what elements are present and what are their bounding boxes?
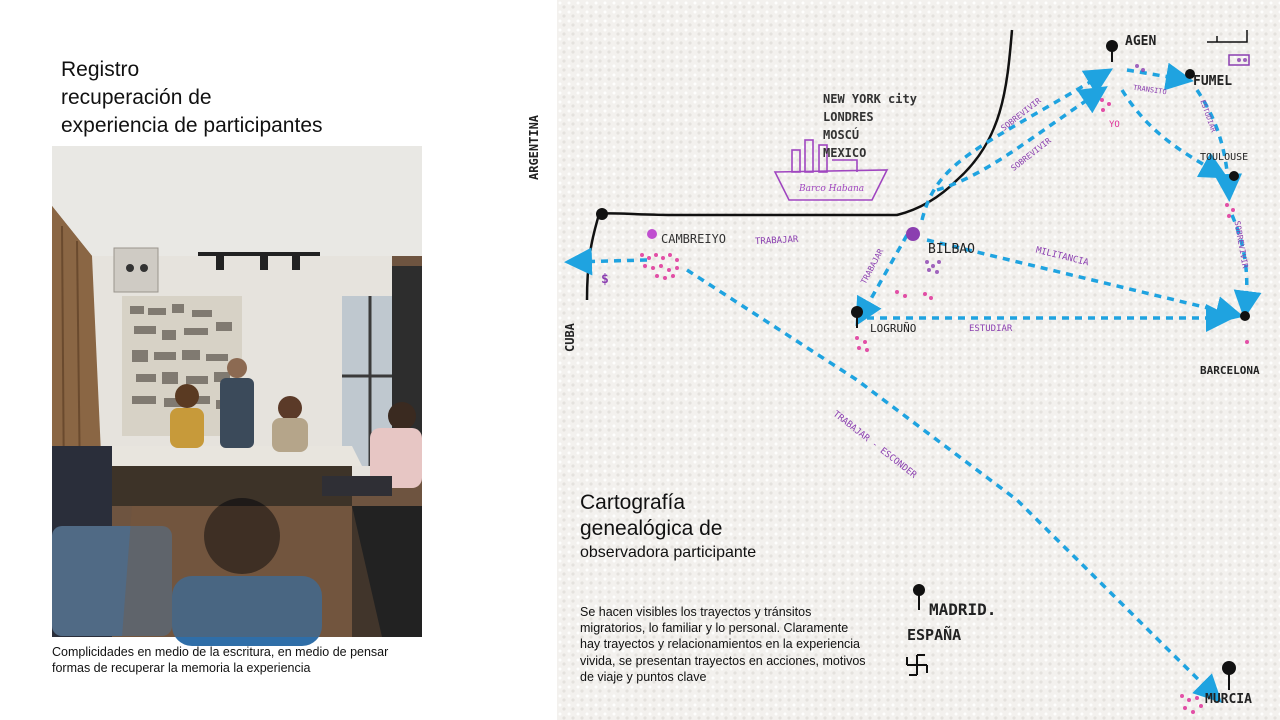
route-cambreiyo-cuba	[571, 260, 647, 262]
city-new-york: NEW YORK city	[823, 92, 917, 106]
toulouse-pin	[1229, 171, 1239, 181]
left-title-line-2: recuperación de	[61, 86, 212, 109]
workshop-photo-illustration	[52, 146, 422, 637]
label-argentina	[527, 115, 541, 180]
route-label-estudiar: ESTUDIAR	[969, 324, 1013, 334]
route-label-sobrevivir-1: SOBREVIVIR	[999, 96, 1043, 133]
label-ship: Barco Habana	[799, 184, 865, 194]
barcelona-pin	[1240, 311, 1250, 321]
label-cuba-text: CUBA	[563, 323, 577, 352]
right-title	[580, 490, 880, 564]
label-espana: ESPAÑA	[907, 626, 962, 644]
right-title-line-1: Cartografía	[580, 491, 686, 514]
route-label-trabajar-side: TRABAJAR	[859, 247, 886, 286]
route-label-militancia: MILITANCIA	[1034, 245, 1090, 269]
label-yo: YO	[1109, 120, 1120, 130]
label-cambreiyo: CAMBREIYO	[661, 232, 727, 246]
label-cuba	[563, 323, 577, 352]
label-bilbao: BILBAO	[928, 242, 975, 257]
label-murcia: MURCIA	[1205, 692, 1252, 707]
left-title-line-3: experiencia de participantes	[61, 114, 323, 137]
murcia-pin	[1222, 661, 1236, 675]
label-toulouse: TOULOUSE	[1200, 152, 1249, 163]
route-label-sobrevivir-2: SOBREVIVIR	[1009, 136, 1053, 173]
map-description: Se hacen visibles los trayectos y tránsitos migratorios, lo familiar y lo personal. Claramente hay trayectos y relacionamientos en la experiencia vivida, se presentan trayectos en acciones, motivos de viaje y puntos clave	[580, 605, 866, 684]
photo-caption: Complicidades en medio de la escritura, en medio de pensar formas de recuperar la memoria la experiencia	[52, 645, 389, 675]
cambreiyo-pin	[647, 229, 657, 239]
label-madrid: MADRID.	[929, 600, 997, 619]
city-moscu: MOSCÚ	[823, 128, 860, 142]
label-argentina-text: ARGENTINA	[527, 114, 541, 180]
bilbao-pin	[906, 227, 920, 241]
label-logrono: LOGRUÑO	[870, 322, 917, 335]
left-title-line-1: Registro	[61, 58, 140, 81]
route-label-trabajar-esconder: TRABAJAR - ESCONDER	[830, 409, 919, 481]
cities-list	[823, 90, 917, 162]
ink-start-dot	[596, 208, 608, 220]
label-agen: AGEN	[1125, 34, 1157, 49]
city-londres: LONDRES	[823, 110, 874, 124]
right-subtitle: observadora participante	[580, 544, 757, 561]
label-money: $	[601, 272, 609, 287]
fumel-mark-icon	[1207, 30, 1247, 42]
route-agen-fumel	[1127, 70, 1187, 80]
label-fumel: FUMEL	[1193, 74, 1233, 89]
route-bilbao-agen	[922, 72, 1107, 220]
workshop-photo	[52, 146, 422, 637]
route-label-estudiar-fr: ESTUDIAR	[1198, 98, 1218, 134]
city-mexico: MEXICO	[823, 146, 867, 160]
route-label-sobrevivir-3: SOBREVIVIR	[1232, 219, 1250, 270]
route-label-trabajar: TRABAJAR	[754, 234, 799, 248]
route-label-transito: TRANSITO	[1132, 83, 1168, 97]
label-barcelona: BARCELONA	[1200, 364, 1260, 377]
left-title	[61, 56, 421, 140]
family-symbol-icon	[907, 655, 927, 675]
right-title-line-2: genealógica de	[580, 517, 723, 540]
